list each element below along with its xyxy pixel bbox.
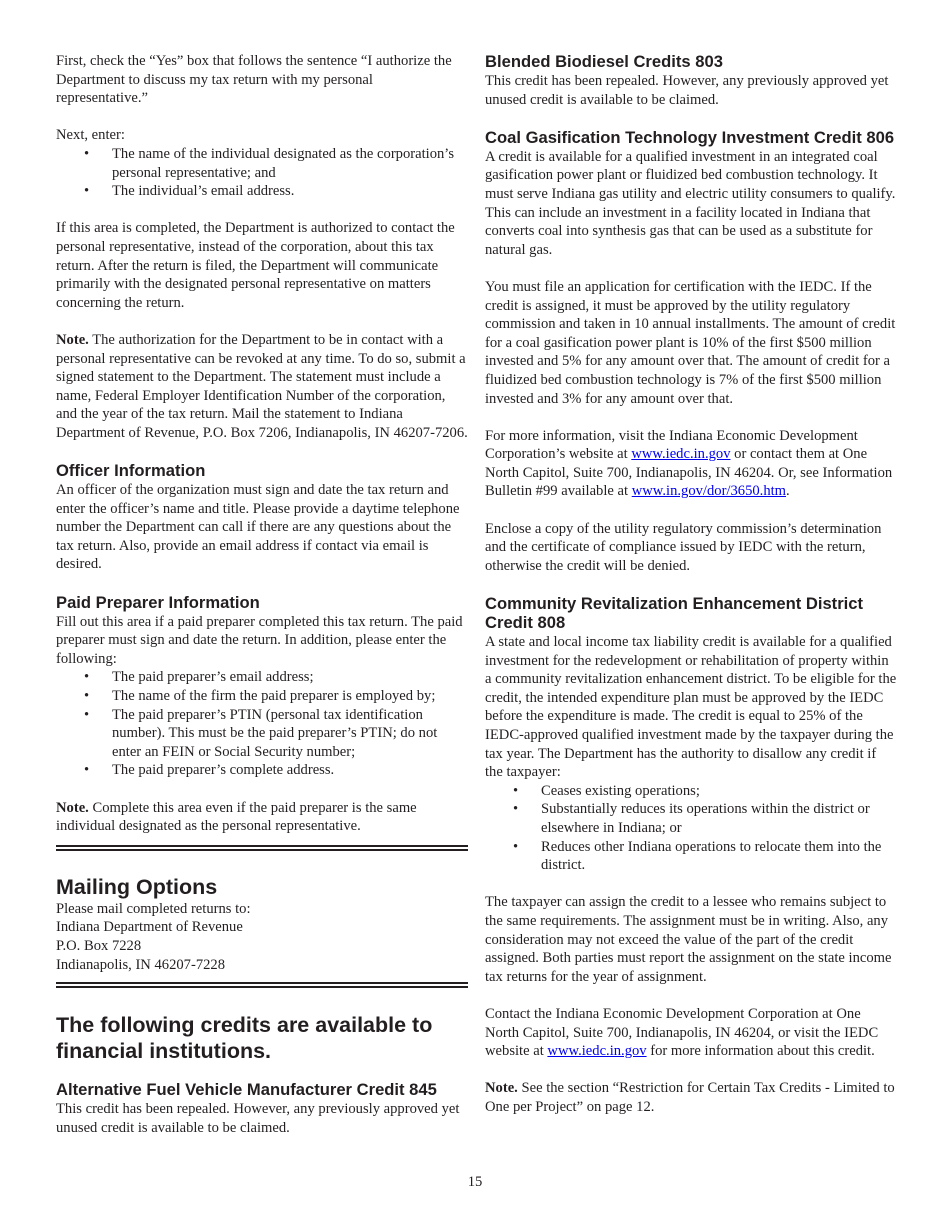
coal-heading: Coal Gasification Technology Investment Credit 806 xyxy=(485,127,895,147)
note-label: Note. xyxy=(56,331,89,348)
list-item: • The paid preparer’s email address; xyxy=(84,669,314,686)
coal-paragraph-3: For more information, visit the Indiana Economic Development Corporation’s website at www.iedc.in.gov or contact them at One North Capitol, Suite 700, Indianapolis, IN 46204. Or, see Information Bulletin #99 available at www.in.gov/dor/3650.htm. xyxy=(485,427,893,500)
list-item: • The paid preparer’s complete address. xyxy=(84,762,335,779)
preparer-list xyxy=(56,668,468,780)
note-label: Note. xyxy=(485,1080,518,1097)
list-item: • Reduces other Indiana operations to relocate them into the district. xyxy=(513,838,882,874)
left-column xyxy=(56,52,468,1137)
afv-text: This credit has been repealed. However, any previously approved yet unused credit is available to be claimed. xyxy=(56,1101,460,1136)
bullet-icon: • xyxy=(513,801,519,818)
list-item: • The name of the individual designated as the corporation’s personal representative; and xyxy=(84,145,455,181)
crd-paragraph-1: A state and local income tax liability credit is available for a qualified investment for the redevelopment or rehabilitation of property within a community revitalization enhancement district. To be eligible for the credit, the intended expenditure plan must be approved by the IEDC before the expenditure is made. The credit is equal to 25% of the IEDC-approved qualified investment made by the taxpayer during the tax year. The Department has the authority to disallow any credit if the taxpayer: xyxy=(485,634,897,781)
bullet-icon: • xyxy=(84,669,90,686)
authorize-intro: First, check the “Yes” box that follows the sentence “I authorize the Department to discuss my tax return with my personal representative.” xyxy=(56,53,452,107)
iedc-link[interactable]: www.iedc.in.gov xyxy=(547,1043,647,1060)
crd-list xyxy=(485,782,897,875)
next-enter-list xyxy=(56,145,468,201)
note-preparer: Note. Complete this area even if the paid preparer is the same individual designated as the personal representative. xyxy=(56,799,417,835)
note-revocation: Note. The authorization for the Department to be in contact with a personal representative can be revoked at any time. To do so, submit a signed statement to the Department. The statement must include a name, Federal Employer Identification Number of the corporation, and the year of the tax return. Mail the statement to Indiana Department of Revenue, P.O. Box 7206, Indianapolis, IN 46207-7206. xyxy=(56,331,468,441)
biodiesel-text: This credit has been repealed. However, any previously approved yet unused credit is available to be claimed. xyxy=(485,73,889,108)
bullet-icon: • xyxy=(84,183,90,200)
bullet-icon: • xyxy=(513,782,519,799)
crd-heading: Community Revitalization Enhancement District Credit 808 xyxy=(485,594,864,633)
note-label: Note. xyxy=(56,799,89,816)
officer-heading: Officer Information xyxy=(56,461,206,481)
section-divider xyxy=(56,845,468,851)
list-item: • The paid preparer’s PTIN (personal tax identification number). This must be the paid preparer’s PTIN; do not enter an FEIN or Social Security number; xyxy=(84,706,438,760)
bullet-icon: • xyxy=(84,762,90,779)
list-item: • The individual’s email address. xyxy=(84,183,295,200)
page-number: 15 xyxy=(467,1174,483,1190)
coal-paragraph-4: Enclose a copy of the utility regulatory commission’s determination and the certificate of compliance issued by IEDC with the return, otherwise the credit will be denied. xyxy=(485,520,882,574)
mailing-address: Please mail completed returns to: Indiana Department of Revenue P.O. Box 7228 Indianapolis, IN 46207-7228 xyxy=(56,900,251,973)
preparer-heading: Paid Preparer Information xyxy=(56,592,260,612)
section-divider xyxy=(56,982,468,988)
list-item: • Substantially reduces its operations within the district or elsewhere in Indiana; or xyxy=(513,801,870,836)
completed-paragraph: If this area is completed, the Department is authorized to contact the personal representative, instead of the corporation, about this tax return. After the return is filed, the Department will communicate primarily with the designated personal representative on matters concerning the return. xyxy=(56,220,455,311)
afv-heading: Alternative Fuel Vehicle Manufacturer Credit 845 xyxy=(56,1080,437,1100)
mailing-heading: Mailing Options xyxy=(56,874,218,899)
right-column xyxy=(485,52,897,1116)
list-item: • Ceases existing operations; xyxy=(513,782,700,799)
officer-text: An officer of the organization must sign and date the tax return and enter the officer’s name and title. Please provide a daytime telephone number the Department can call if there are any questions about the tax return. Also, provide an email address if contact via email is desired. xyxy=(56,482,460,573)
crd-paragraph-2: The taxpayer can assign the credit to a lessee who remains subject to the same requirements. The assignment must be in writing. Also, any consideration may not exceed the value of the part of the credit assigned. Both parties must report the assignment on the state income tax returns for the year of assignment. xyxy=(485,894,892,985)
coal-paragraph-2: You must file an application for certification with the IEDC. If the credit is assigned, it must be approved by the utility regulatory commission and taken in 10 annual installments. The amount of credit for a coal gasification power plant is 10% of the first $500 million invested and 5% for any amount over that. The amount of credit for a fluidized bed combustion technology is 7% of the first $500 million invested and 3% for any amount over that. xyxy=(485,278,896,407)
next-enter-label: Next, enter: xyxy=(56,127,125,144)
note-restriction: Note. See the section “Restriction for Certain Tax Credits - Limited to One per Project” on page 12. xyxy=(485,1080,895,1115)
biodiesel-heading: Blended Biodiesel Credits 803 xyxy=(485,52,723,71)
bullet-icon: • xyxy=(84,145,90,162)
coal-paragraph-1: A credit is available for a qualified investment in an integrated coal gasification power plant or fluidized bed combustion technology. It must serve Indiana gas utility and electric utility consumers to qualify. This can include an investment in a facility located in Indiana that converts coal into synthesis gas that can be used as a substitute for natural gas. xyxy=(485,148,896,258)
bullet-icon: • xyxy=(84,706,90,723)
bullet-icon: • xyxy=(513,838,519,855)
bullet-icon: • xyxy=(84,688,90,704)
crd-paragraph-3: Contact the Indiana Economic Development Corporation at One North Capitol, Suite 700, Indianapolis, IN 46204, or visit the IEDC website at www.iedc.in.gov for more information about this credit. xyxy=(485,1005,879,1060)
dor-bulletin-link[interactable]: www.in.gov/dor/3650.htm xyxy=(631,483,787,500)
list-item: • The name of the firm the paid preparer is employed by; xyxy=(84,688,436,704)
credits-heading: The following credits are available to financial institutions. xyxy=(56,1013,433,1064)
preparer-text: Fill out this area if a paid preparer completed this tax return. The paid preparer must sign and date the return. In addition, please enter the following: xyxy=(56,613,463,667)
iedc-link[interactable]: www.iedc.in.gov xyxy=(631,446,731,463)
